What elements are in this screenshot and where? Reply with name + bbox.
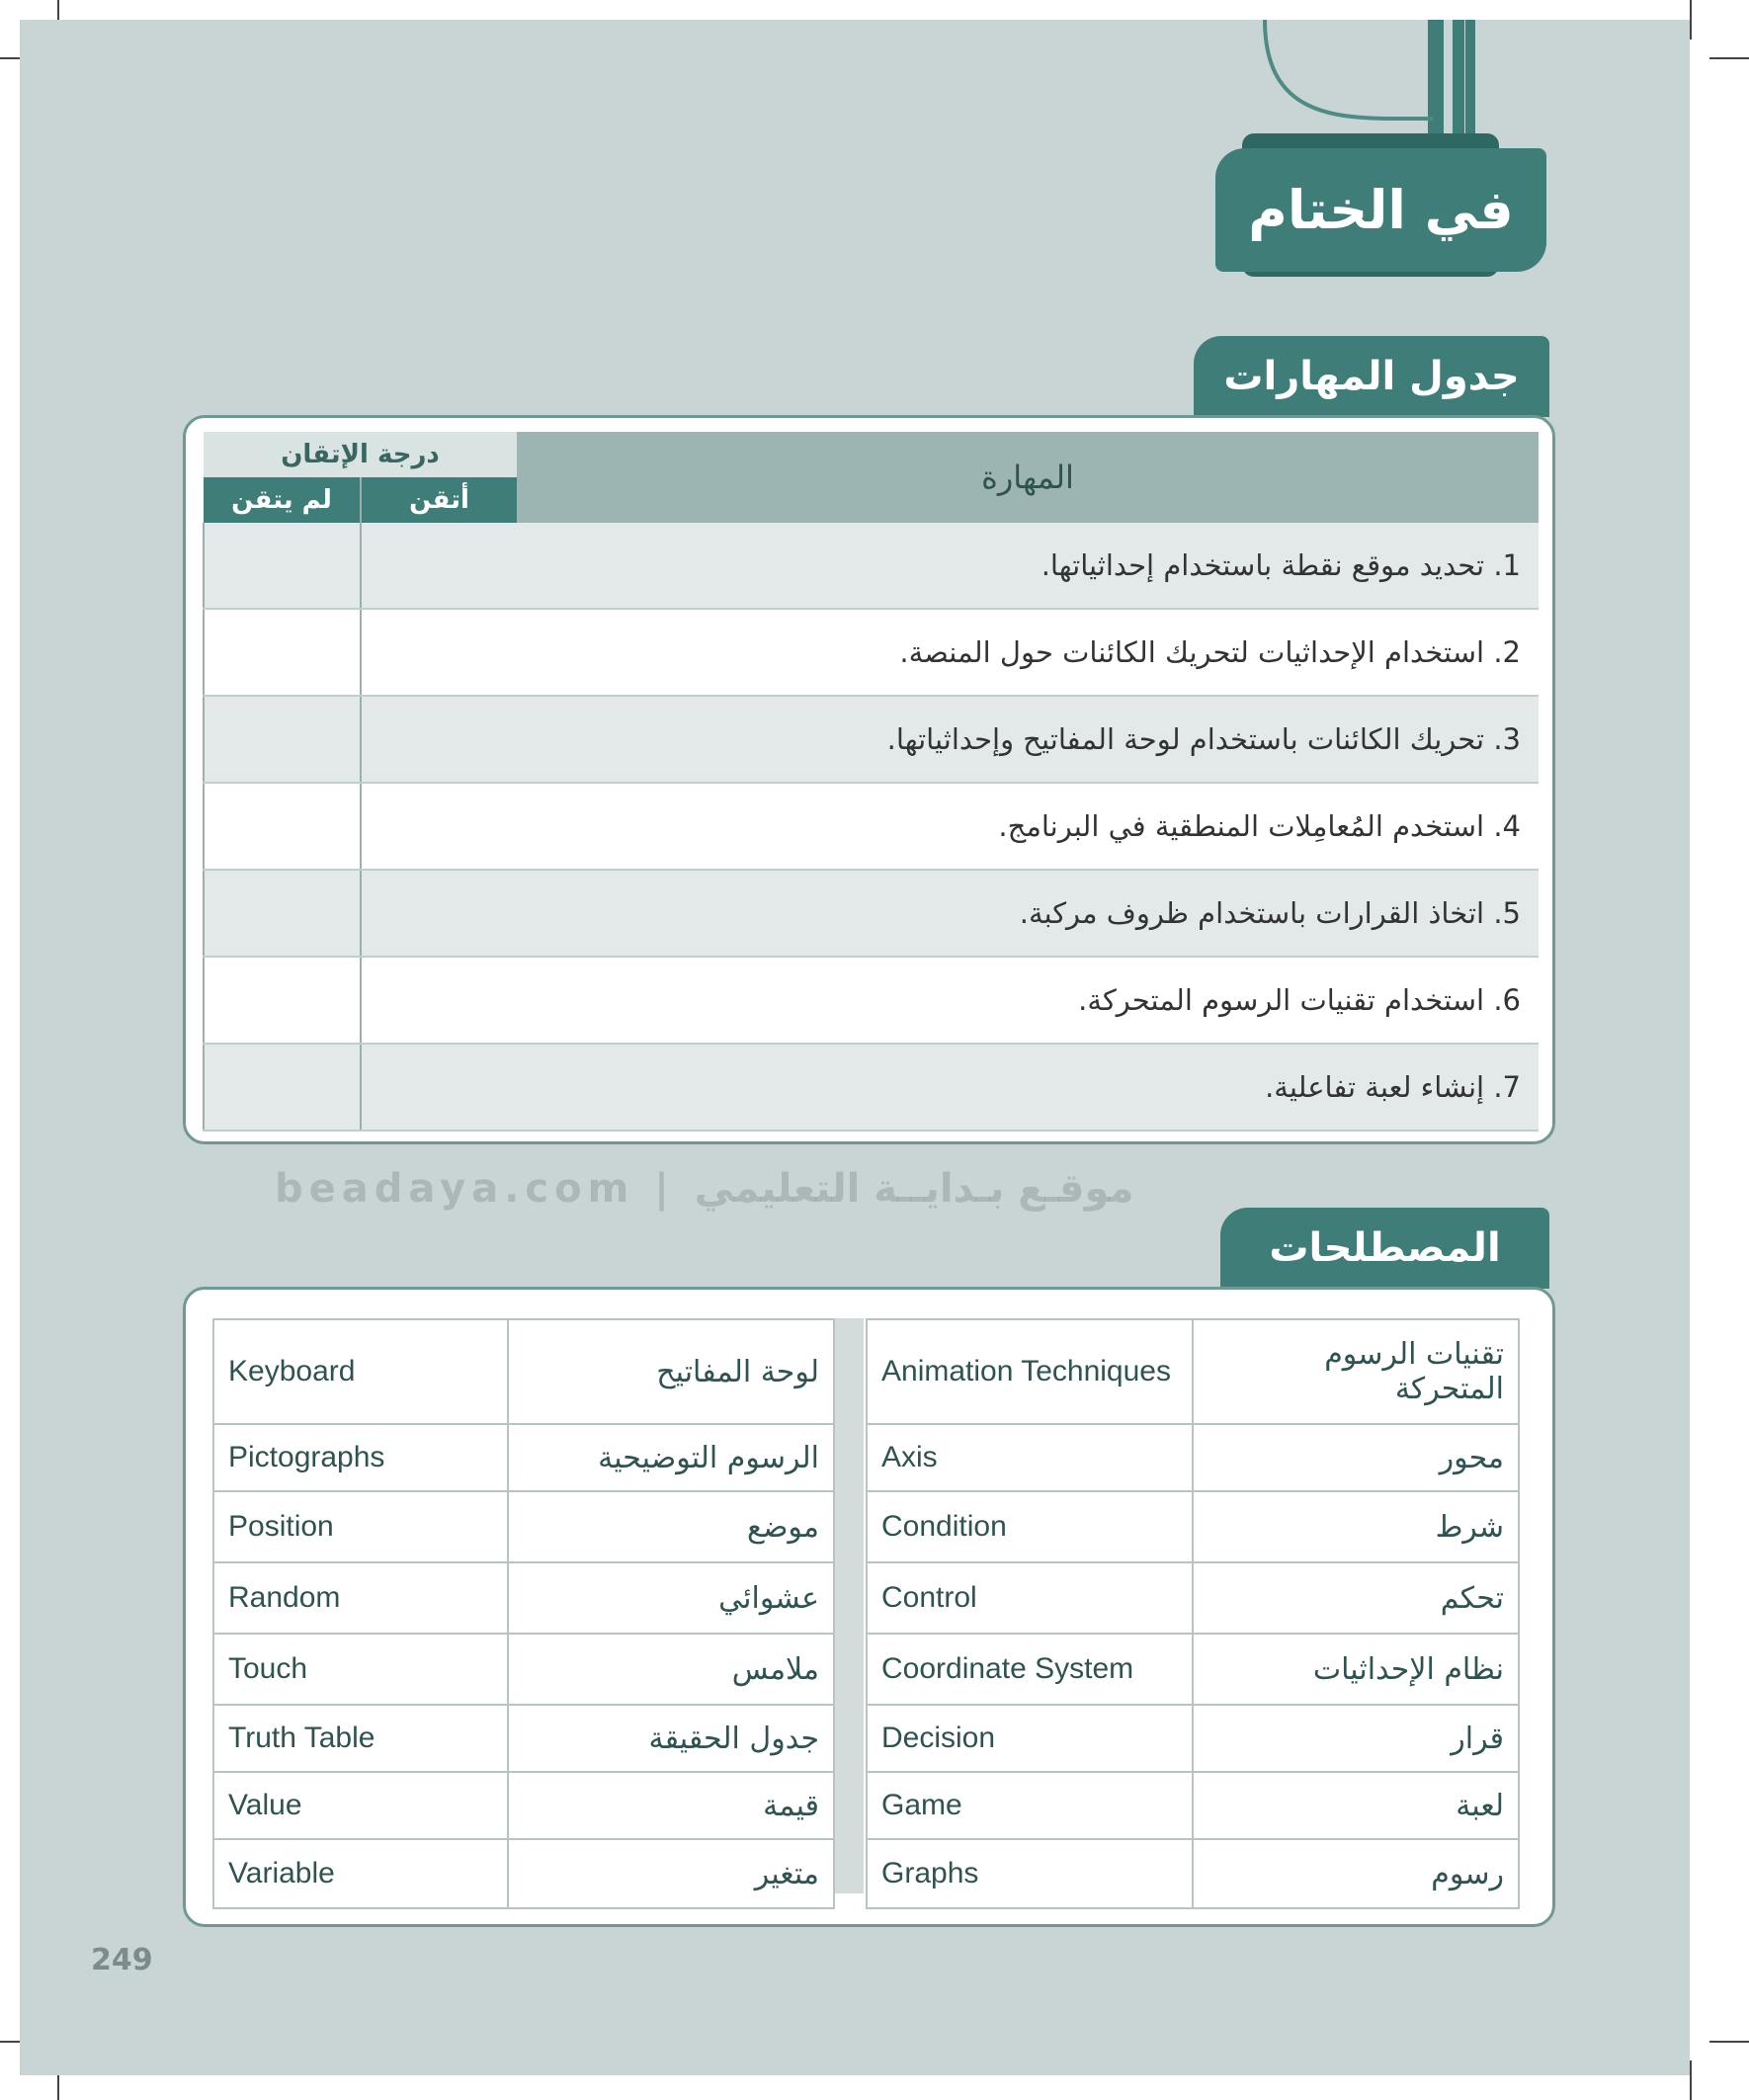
term-arabic: تقنيات الرسوم المتحركة [1193,1319,1519,1424]
table-row [204,957,1539,1044]
term-english: Graphs [867,1839,1193,1908]
term-arabic: تحكم [1193,1562,1519,1634]
table-row [204,696,1539,783]
term-english: Decision [867,1705,1193,1772]
terms-tab [1220,1208,1549,1289]
skill-column-header: المهارة [517,432,1539,523]
not-mastered-checkbox[interactable] [204,783,361,870]
term-row [867,1562,1519,1634]
terms-table-left [212,1318,835,1909]
mastered-checkbox[interactable] [361,696,517,783]
not-mastered-checkbox[interactable] [204,523,361,609]
term-row [213,1562,834,1634]
term-english: Value [213,1772,508,1839]
term-row [867,1634,1519,1705]
not-mastered-checkbox[interactable] [204,1044,361,1131]
term-arabic: الرسوم التوضيحية [508,1424,834,1491]
term-arabic: لعبة [1193,1772,1519,1839]
skill-text: 4. استخدم المُعامِلات المنطقية في البرنامج. [517,783,1539,870]
skill-text: 7. إنشاء لعبة تفاعلية. [517,1044,1539,1131]
term-arabic: متغير [508,1839,834,1908]
skill-text: 6. استخدام تقنيات الرسوم المتحركة. [517,957,1539,1044]
term-arabic: محور [1193,1424,1519,1491]
term-english: Variable [213,1839,508,1908]
not-mastered-checkbox[interactable] [204,609,361,696]
term-row [213,1839,834,1908]
section-title: في الختام [1248,179,1514,241]
mastered-checkbox[interactable] [361,1044,517,1131]
term-arabic: قرار [1193,1705,1519,1772]
not-mastered-checkbox[interactable] [204,696,361,783]
term-row [867,1705,1519,1772]
term-row [867,1319,1519,1424]
term-arabic: لوحة المفاتيح [508,1319,834,1424]
not-mastered-checkbox[interactable] [204,957,361,1044]
table-row [204,609,1539,696]
term-english: Condition [867,1491,1193,1562]
term-english: Position [213,1491,508,1562]
mastered-checkbox[interactable] [361,523,517,609]
mastered-checkbox[interactable] [361,783,517,870]
term-english: Control [867,1562,1193,1634]
term-english: Random [213,1562,508,1634]
term-row [867,1839,1519,1908]
table-row [204,783,1539,870]
degree-header: درجة الإتقان [204,432,517,477]
skills-tab-title: جدول المهارات [1223,354,1520,399]
term-english: Coordinate System [867,1634,1193,1705]
page-number: 249 [91,1943,153,1977]
column-divider [834,1318,864,1893]
skills-tab [1194,336,1549,417]
term-arabic: جدول الحقيقة [508,1705,834,1772]
term-row [213,1634,834,1705]
not-mastered-checkbox[interactable] [204,870,361,957]
term-row [867,1424,1519,1491]
term-arabic: قيمة [508,1772,834,1839]
table-row [204,870,1539,957]
watermark-caption: beadaya.com | موقـع بـدايــة التعليمي [275,1166,1134,1212]
term-row [867,1491,1519,1562]
term-english: Touch [213,1634,508,1705]
term-arabic: رسوم [1193,1839,1519,1908]
skill-text: 2. استخدام الإحداثيات لتحريك الكائنات حول المنصة. [517,609,1539,696]
term-english: Truth Table [213,1705,508,1772]
table-row [204,1044,1539,1131]
not-mastered-header: لم يتقن [204,477,361,523]
term-english: Pictographs [213,1424,508,1491]
term-row [213,1424,834,1491]
term-arabic: نظام الإحداثيات [1193,1634,1519,1705]
term-arabic: شرط [1193,1491,1519,1562]
skill-text: 3. تحريك الكائنات باستخدام لوحة المفاتيح وإحداثياتها. [517,696,1539,783]
table-row [204,523,1539,609]
term-row [213,1319,834,1424]
term-arabic: ملامس [508,1634,834,1705]
skills-table [203,432,1539,1132]
mastered-checkbox[interactable] [361,870,517,957]
term-english: Keyboard [213,1319,508,1424]
term-row [213,1772,834,1839]
term-english: Game [867,1772,1193,1839]
mastered-header: أتقن [361,477,517,523]
term-arabic: موضع [508,1491,834,1562]
term-row [867,1772,1519,1839]
terms-table-right [866,1318,1520,1909]
skill-text: 5. اتخاذ القرارات باستخدام ظروف مركبة. [517,870,1539,957]
term-english: Animation Techniques [867,1319,1193,1424]
mastered-checkbox[interactable] [361,609,517,696]
skill-text: 1. تحديد موقع نقطة باستخدام إحداثياتها. [517,523,1539,609]
term-row [213,1705,834,1772]
term-row [213,1491,834,1562]
term-arabic: عشوائي [508,1562,834,1634]
mastered-checkbox[interactable] [361,957,517,1044]
terms-tab-title: المصطلحات [1269,1225,1501,1271]
term-english: Axis [867,1424,1193,1491]
